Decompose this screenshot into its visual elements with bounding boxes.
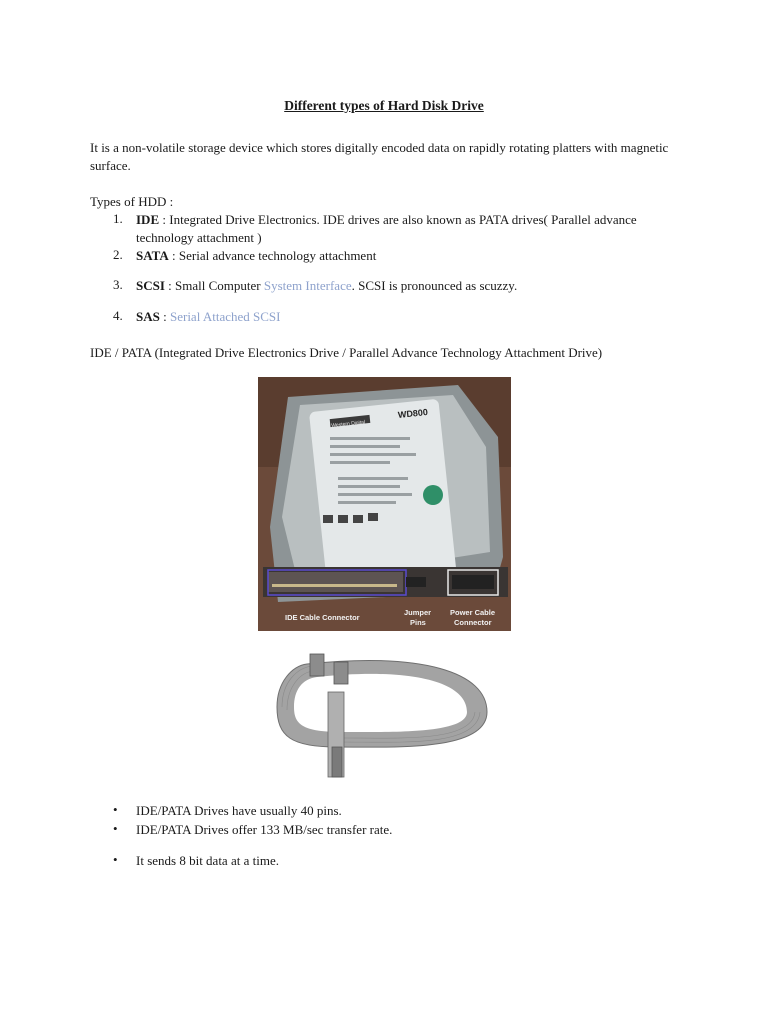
list-item-scsi bbox=[136, 277, 681, 295]
list-item-number: 2. bbox=[113, 247, 123, 262]
list-item-number: 1. bbox=[113, 211, 123, 226]
list-item-abbr: SCSI bbox=[136, 278, 165, 293]
caption-connector: Connector bbox=[454, 618, 492, 627]
document-title: Different types of Hard Disk Drive bbox=[284, 98, 484, 113]
list-item-sep: : bbox=[164, 278, 176, 293]
list-item-text: Small Computer bbox=[175, 278, 264, 293]
types-heading: Types of HDD : bbox=[90, 194, 174, 209]
list-item-text: Integrated Drive Electronics. IDE drives are also known as PATA drives( Parallel advance technology attachment ) bbox=[136, 212, 637, 245]
section-heading: IDE / PATA (Integrated Drive Electronics Drive / Parallel Advance Technology Attachment Drive) bbox=[90, 345, 603, 360]
bullet-icon: • bbox=[113, 821, 118, 836]
list-item-sep: : bbox=[159, 212, 170, 227]
ribbon-cable-photo bbox=[272, 652, 494, 782]
bullet-item: It sends 8 bit data at a time. bbox=[136, 853, 279, 868]
list-item-sata bbox=[136, 247, 681, 265]
bullet-icon: • bbox=[113, 802, 118, 817]
drive-brand-label: Western Digital bbox=[331, 419, 366, 429]
list-item-sep: : bbox=[168, 248, 179, 263]
drive-model-label: WD800 bbox=[397, 406, 429, 421]
list-item-sep: : bbox=[159, 309, 170, 324]
list-item-ide bbox=[136, 211, 681, 247]
list-item-after: . SCSI is pronounced as scuzzy. bbox=[351, 278, 518, 293]
caption-power: Power Cable bbox=[450, 608, 496, 617]
serial-attached-scsi-link[interactable]: Serial Attached SCSI bbox=[169, 309, 281, 324]
list-item-number: 3. bbox=[113, 277, 123, 292]
list-item-abbr: SAS bbox=[136, 309, 160, 324]
list-item-number: 4. bbox=[113, 308, 123, 323]
list-item-sas bbox=[136, 308, 681, 326]
caption-ide-cable: IDE Cable Connector bbox=[285, 613, 360, 622]
list-item-abbr: IDE bbox=[136, 212, 160, 227]
bullet-item: IDE/PATA Drives offer 133 MB/sec transfer rate. bbox=[136, 822, 393, 837]
system-interface-link[interactable]: System Interface bbox=[263, 278, 352, 293]
list-item-abbr: SATA bbox=[136, 248, 169, 263]
intro-paragraph: It is a non-volatile storage device which stores digitally encoded data on rapidly rotating platters with magnetic surface. bbox=[90, 140, 669, 173]
bullet-item: IDE/PATA Drives have usually 40 pins. bbox=[136, 803, 342, 818]
caption-jumper: Jumper bbox=[404, 608, 432, 617]
list-item-text: Serial advance technology attachment bbox=[178, 248, 377, 263]
caption-pins: Pins bbox=[410, 618, 426, 627]
bullet-icon: • bbox=[113, 852, 118, 867]
hdd-photo bbox=[258, 377, 511, 631]
